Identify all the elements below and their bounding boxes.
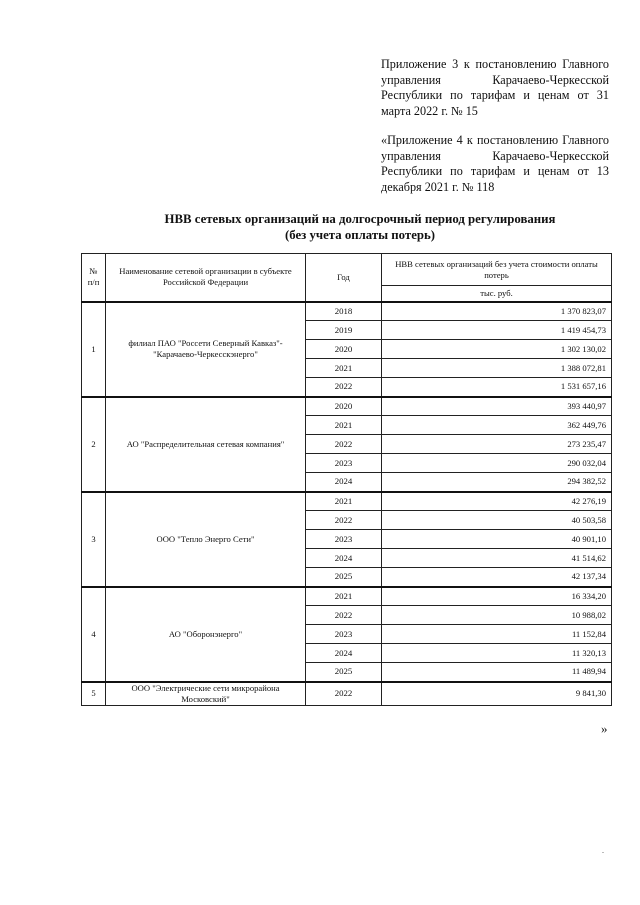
year-cell: 2020 <box>306 397 382 416</box>
year-cell: 2022 <box>306 435 382 454</box>
nvv-table <box>81 253 612 706</box>
appendix-note-1: Приложение 3 к постановлению Главного управления Карачаево-Черкесской Республики по тарифам и ценам от 31 марта 2022 г. № 15 <box>381 57 609 118</box>
title-line-1: НВВ сетевых организаций на долгосрочный период регулирования <box>164 212 556 226</box>
value-cell: 290 032,04 <box>382 454 612 473</box>
year-cell: 2022 <box>306 606 382 625</box>
closing-quote: » <box>601 721 608 736</box>
header-nvv: НВВ сетевых организаций без учета стоимости оплаты потерь <box>382 254 612 286</box>
table-row <box>82 587 612 606</box>
value-cell: 41 514,62 <box>382 549 612 568</box>
org-number: 5 <box>82 682 106 706</box>
value-cell: 1 531 657,16 <box>382 378 612 397</box>
year-cell: 2022 <box>306 511 382 530</box>
year-cell: 2023 <box>306 625 382 644</box>
org-name: ООО "Тепло Энерго Сети" <box>106 492 306 587</box>
value-cell: 294 382,52 <box>382 473 612 492</box>
table-row <box>82 302 612 321</box>
year-cell: 2024 <box>306 549 382 568</box>
year-cell: 2021 <box>306 359 382 378</box>
org-name: филиал ПАО "Россети Северный Кавказ"-"Карачаево-Черкесскэнерго" <box>106 302 306 397</box>
table-row <box>82 492 612 511</box>
value-cell: 9 841,30 <box>382 682 612 706</box>
org-number: 4 <box>82 587 106 682</box>
year-cell: 2024 <box>306 644 382 663</box>
table-row <box>82 682 612 706</box>
year-cell: 2021 <box>306 587 382 606</box>
value-cell: 40 901,10 <box>382 530 612 549</box>
value-cell: 11 320,13 <box>382 644 612 663</box>
header-name: Наименование сетевой организации в субъекте Российской Федерации <box>106 254 306 302</box>
year-cell: 2023 <box>306 454 382 473</box>
org-number: 3 <box>82 492 106 587</box>
value-cell: 10 988,02 <box>382 606 612 625</box>
value-cell: 42 276,19 <box>382 492 612 511</box>
value-cell: 11 152,84 <box>382 625 612 644</box>
value-cell: 393 440,97 <box>382 397 612 416</box>
year-cell: 2020 <box>306 340 382 359</box>
year-cell: 2022 <box>306 682 382 706</box>
year-cell: 2021 <box>306 492 382 511</box>
scan-speck <box>602 852 604 853</box>
year-cell: 2024 <box>306 473 382 492</box>
value-cell: 1 370 823,07 <box>382 302 612 321</box>
table-body <box>82 302 612 706</box>
year-cell: 2025 <box>306 568 382 587</box>
year-cell: 2022 <box>306 378 382 397</box>
value-cell: 1 302 130,02 <box>382 340 612 359</box>
header-year: Год <box>306 254 382 302</box>
org-number: 2 <box>82 397 106 492</box>
year-cell: 2023 <box>306 530 382 549</box>
year-cell: 2025 <box>306 663 382 682</box>
org-name: ООО "Электрические сети микрорайона Московский" <box>106 682 306 706</box>
org-name: АО "Распределительная сетевая компания" <box>106 397 306 492</box>
value-cell: 42 137,34 <box>382 568 612 587</box>
document-title <box>80 211 640 243</box>
year-cell: 2018 <box>306 302 382 321</box>
appendix-note-2: «Приложение 4 к постановлению Главного управления Карачаево-Черкесской Республики по тарифам и ценам от 13 декабря 2021 г. № 118 <box>381 133 609 194</box>
year-cell: 2019 <box>306 321 382 340</box>
value-cell: 16 334,20 <box>382 587 612 606</box>
header-unit: тыс. руб. <box>382 286 612 302</box>
value-cell: 11 489,94 <box>382 663 612 682</box>
value-cell: 362 449,76 <box>382 416 612 435</box>
org-name: АО "Оборонэнерго" <box>106 587 306 682</box>
title-line-2: (без учета оплаты потерь) <box>284 228 436 242</box>
table-row <box>82 397 612 416</box>
year-cell: 2021 <box>306 416 382 435</box>
value-cell: 273 235,47 <box>382 435 612 454</box>
value-cell: 40 503,58 <box>382 511 612 530</box>
header-num: № п/п <box>82 254 106 302</box>
value-cell: 1 388 072,81 <box>382 359 612 378</box>
org-number: 1 <box>82 302 106 397</box>
value-cell: 1 419 454,73 <box>382 321 612 340</box>
